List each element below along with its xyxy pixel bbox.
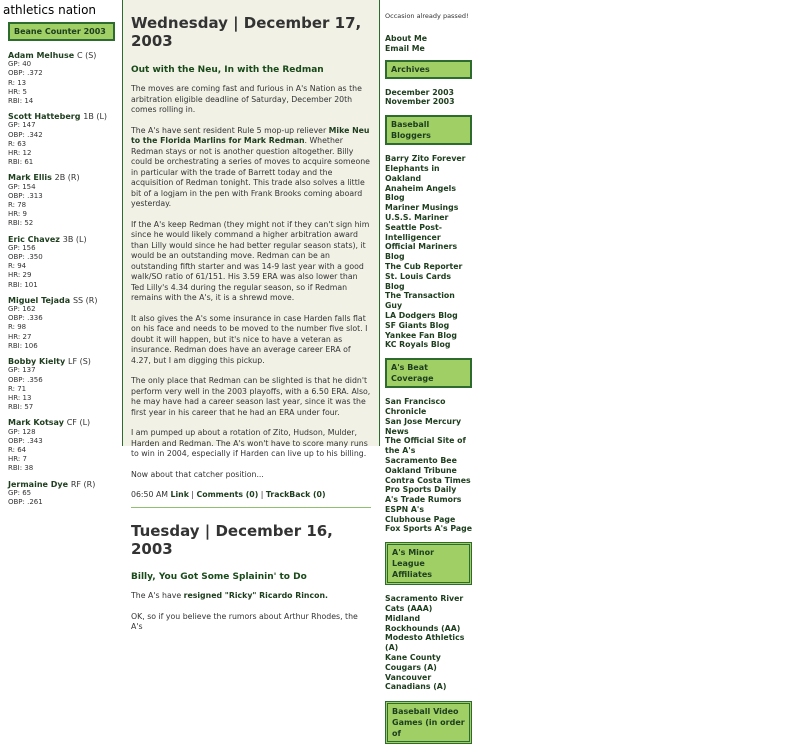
- sidebar-link[interactable]: Sacramento Bee: [385, 455, 457, 465]
- player-stat: RBI: 14: [8, 97, 34, 106]
- player-stat: R: 94: [8, 262, 27, 271]
- archives-list: [385, 88, 472, 108]
- sidebar-link[interactable]: The Official Site of the A's: [385, 436, 466, 456]
- occasion-note: Occasion already passed!: [385, 12, 469, 20]
- text: The A's have sent resident Rule 5 mop-up reliever: [131, 125, 329, 135]
- sidebar-link[interactable]: ESPN A's Clubhouse Page: [385, 504, 456, 524]
- sidebar-link[interactable]: Yankee Fan Blog: [385, 330, 457, 340]
- post-title[interactable]: Billy, You Got Some Splainin' to Do: [131, 572, 307, 582]
- player-name[interactable]: [8, 357, 122, 366]
- player-stat: R: 98: [8, 323, 27, 332]
- player-entry: [0, 418, 122, 473]
- player-stat: HR: 7: [8, 455, 27, 464]
- player-entry: [0, 173, 122, 228]
- video-games-heading: Baseball Video Games (in order of: [385, 701, 472, 744]
- player-stat: RBI: 57: [8, 403, 34, 412]
- beat-coverage-heading: A's Beat Coverage: [385, 358, 472, 388]
- sidebar-link[interactable]: Oakland Tribune: [385, 465, 457, 475]
- sidebar-link[interactable]: Elephants in Oakland: [385, 163, 440, 183]
- player-stat: RBI: 101: [8, 280, 38, 289]
- player-position: 1B (L): [83, 112, 108, 122]
- player-entry: [0, 235, 122, 290]
- player-stat: RBI: 38: [8, 464, 34, 473]
- player-position: C (S): [76, 51, 97, 60]
- player-name[interactable]: [8, 112, 122, 121]
- player-entry: [0, 480, 122, 508]
- bloggers-list: [385, 154, 472, 350]
- sidebar-link[interactable]: SF Giants Blog: [385, 320, 450, 330]
- player-stat: GP: 154: [8, 182, 36, 191]
- sidebar-link[interactable]: Kane County Cougars (A): [385, 653, 441, 672]
- post-body: [123, 84, 379, 480]
- sidebar-link[interactable]: Official Mariners Blog: [385, 242, 458, 262]
- player-entry: [0, 112, 122, 167]
- bloggers-heading: Baseball Bloggers: [385, 115, 472, 145]
- sidebar-link[interactable]: San Francisco Chronicle: [385, 397, 446, 416]
- post-paragraph: The only place that Redman can be slighted is that he didn't perform very well in the 2003 playoffs, with a 6.50 ERA. Also, he may have had a career season last year, since it was the first year in his career that he had an ERA under four.: [131, 376, 371, 417]
- post-title[interactable]: Out with the Neu, In with the Redman: [131, 65, 324, 75]
- sidebar-link[interactable]: Barry Zito Forever: [385, 154, 466, 164]
- player-stat: OBP: .313: [8, 191, 43, 200]
- player-stat: HR: 13: [8, 393, 32, 402]
- sidebar-link[interactable]: The Cub Reporter: [385, 261, 463, 271]
- minor-league-heading: A's Minor League Affiliates: [385, 542, 472, 585]
- about-me-link[interactable]: About Me: [385, 34, 428, 43]
- player-position: SS (R): [72, 295, 98, 305]
- player-name-text: Bobby Kielty: [8, 357, 66, 367]
- player-stat: GP: 128: [8, 427, 36, 436]
- player-stat: GP: 162: [8, 305, 36, 314]
- text: The A's have: [131, 591, 184, 600]
- site-title: athletics nation: [3, 3, 97, 17]
- player-stat: HR: 5: [8, 87, 27, 96]
- player-stat: R: 78: [8, 201, 27, 210]
- post-paragraph: Now about that catcher position...: [131, 469, 264, 479]
- player-stat: R: 13: [8, 78, 27, 87]
- post-body: [123, 591, 379, 633]
- post-paragraph: It also gives the A's some insurance in case Harden falls flat on his face and needs to be moved to the number five slot. I doubt it will happen, but it's nice to have a veteran as insurance. Redman does have an average career ERA of 4.27, but I am digging this pickup.: [131, 313, 368, 365]
- sidebar-link[interactable]: Contra Costa Times: [385, 475, 471, 485]
- player-name-text: Miguel Tejada: [8, 295, 71, 305]
- player-entry: [0, 51, 122, 106]
- player-stat: HR: 27: [8, 332, 32, 341]
- beat-coverage-list: [385, 397, 472, 534]
- left-sidebar: [0, 0, 122, 506]
- player-stat: GP: 156: [8, 243, 36, 252]
- post-paragraph: [131, 591, 371, 602]
- player-name[interactable]: [8, 51, 122, 60]
- trade-link[interactable]: Mike Neu to the Florida Marlins for Mark Redman: [131, 125, 370, 145]
- player-position: CF (L): [66, 418, 91, 428]
- player-list: [0, 51, 122, 507]
- text: . Whether Redman stays or not is another question altogether. Billy could be orchestrating a series of moves to acquire someone in particular with the trade of Barrett today and the acquisition of Redman tonight. This trade also solves a little bit of a logjam in the pen with Frank Brooks coming aboard yesterday.: [131, 136, 370, 208]
- sidebar-link[interactable]: St. Louis Cards Blog: [385, 271, 451, 291]
- email-me-link[interactable]: Email Me: [385, 43, 425, 53]
- post-date: Wednesday | December 17, 2003: [131, 14, 362, 50]
- player-stat: OBP: .343: [8, 436, 43, 445]
- sidebar-link[interactable]: December 2003: [385, 87, 454, 97]
- beane-counter-heading: Beane Counter 2003: [8, 22, 115, 41]
- player-name[interactable]: [8, 418, 122, 427]
- trackback-link[interactable]: TrackBack (0): [265, 490, 326, 499]
- sidebar-link[interactable]: San Jose Mercury News: [385, 416, 462, 436]
- player-name[interactable]: [8, 173, 122, 182]
- sidebar-link[interactable]: Sacramento River Cats (AAA): [385, 594, 464, 614]
- player-stat: R: 71: [8, 384, 27, 393]
- player-stat: HR: 9: [8, 210, 27, 219]
- post-footer: 06:50 AM Link | Comments (0) | TrackBack (0): [131, 490, 326, 499]
- minor-league-list: [385, 594, 472, 692]
- player-stat: R: 64: [8, 445, 27, 454]
- rincon-link[interactable]: resigned "Ricky" Ricardo Rincon.: [183, 591, 328, 600]
- right-sidebar: [380, 0, 800, 739]
- post-paragraph: The moves are coming fast and furious in A's Nation as the arbitration eligible deadline of Saturday, December 20th comes rolling in.: [131, 84, 362, 114]
- player-position: RF (R): [70, 479, 96, 489]
- player-stat: OBP: .356: [8, 375, 43, 384]
- post-paragraph: I am pumped up about a rotation of Zito, Hudson, Mulder, Harden and Redman. The A's won't have to score many runs to win in 2004, especially if Harden can live up to his billing.: [131, 428, 368, 458]
- player-stat: GP: 65: [8, 488, 32, 497]
- player-name-text: Scott Hatteberg: [8, 112, 81, 122]
- sidebar-link[interactable]: Pro Sports Daily A's Trade Rumors: [385, 485, 462, 505]
- player-name-text: Mark Ellis: [8, 173, 52, 183]
- player-stat: HR: 29: [8, 271, 32, 280]
- sidebar-link[interactable]: Modesto Athletics (A): [385, 633, 465, 653]
- player-name-text: Mark Kotsay: [8, 418, 64, 428]
- post-paragraph: If the A's keep Redman (they might not if they can't sign him since he would likely command a higher arbitration award than Lilly would since he had better regular season stats), it would be an outstanding move. Redman can be an outstanding fifth starter and was 14-9 last year with a good walk/SO ratio of 61/151. His 3.59 ERA was also lower than Ted Lilly's 4.34 during the regular season, so if Redman remains with the A's, it is a shrewd move.: [131, 219, 370, 302]
- player-stat: OBP: .342: [8, 130, 43, 139]
- player-name[interactable]: [8, 480, 122, 489]
- player-name-text: Eric Chavez: [8, 234, 60, 244]
- player-entry: [0, 357, 122, 412]
- post-date: Tuesday | December 16, 2003: [131, 522, 333, 558]
- sidebar-link[interactable]: Anaheim Angels Blog: [385, 183, 456, 203]
- player-position: 2B (R): [54, 173, 80, 183]
- player-stat: HR: 12: [8, 149, 32, 158]
- sidebar-link[interactable]: November 2003: [385, 97, 455, 107]
- player-name[interactable]: [8, 235, 122, 244]
- permalink[interactable]: Link: [170, 490, 189, 499]
- player-stat: RBI: 106: [8, 341, 38, 350]
- post-paragraph: OK, so if you believe the rumors about Arthur Rhodes, the A's: [131, 611, 358, 631]
- player-entry: [0, 296, 122, 351]
- player-name-text: Adam Melhuse: [8, 51, 75, 60]
- sidebar-link[interactable]: Midland Rockhounds (AA): [385, 613, 461, 633]
- player-stat: OBP: .261: [8, 497, 43, 506]
- post-time: 06:50 AM: [131, 490, 169, 499]
- player-position: 3B (L): [62, 234, 87, 244]
- main-content: [122, 0, 380, 631]
- player-position: LF (S): [68, 357, 91, 367]
- sidebar-link[interactable]: KC Royals Blog: [385, 340, 451, 350]
- post-paragraph: [131, 126, 371, 210]
- archives-heading: Archives: [385, 60, 472, 79]
- sidebar-link[interactable]: Fox Sports A's Page: [385, 524, 473, 534]
- player-stat: GP: 137: [8, 366, 36, 375]
- sidebar-link[interactable]: U.S.S. Mariner: [385, 212, 449, 222]
- comments-link[interactable]: Comments (0): [196, 490, 259, 499]
- player-stat: OBP: .372: [8, 69, 43, 78]
- player-name[interactable]: [8, 296, 122, 305]
- sidebar-link[interactable]: Vancouver Canadians (A): [385, 672, 447, 692]
- player-stat: RBI: 61: [8, 158, 34, 167]
- player-name-text: Jermaine Dye: [8, 479, 69, 489]
- sidebar-link[interactable]: LA Dodgers Blog: [385, 310, 458, 320]
- player-stat: GP: 147: [8, 121, 36, 130]
- player-stat: GP: 40: [8, 60, 32, 69]
- sidebar-link[interactable]: Seattle Post-Intelligencer: [385, 222, 442, 242]
- sidebar-link[interactable]: The Transaction Guy: [385, 291, 455, 311]
- player-stat: R: 63: [8, 139, 27, 148]
- sidebar-link[interactable]: Mariner Musings: [385, 203, 459, 213]
- player-stat: RBI: 52: [8, 219, 34, 228]
- player-stat: OBP: .350: [8, 253, 43, 262]
- player-stat: OBP: .336: [8, 314, 43, 323]
